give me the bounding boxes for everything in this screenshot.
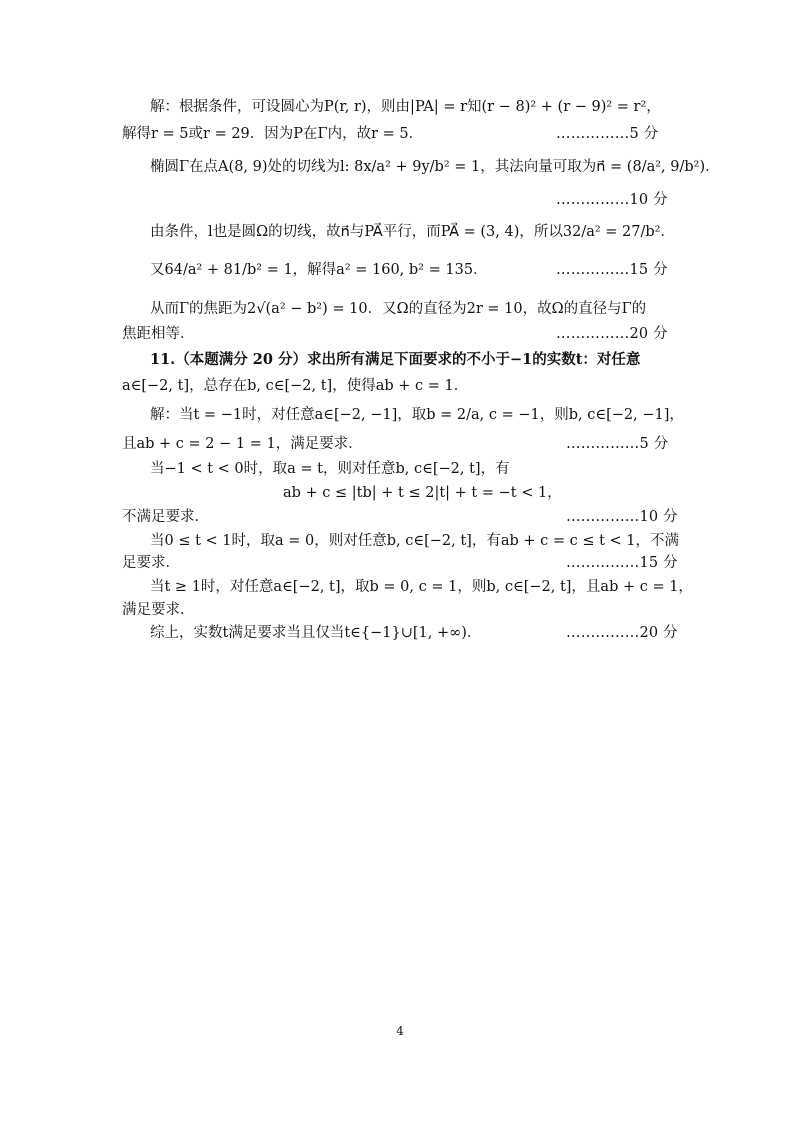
problem-11-statement: 11.（本题满分 20 分）求出所有满足下面要求的不小于−1的实数t：对任意 <box>150 351 641 368</box>
score-marker-15: ……………15 分 <box>566 555 678 571</box>
score-marker-10: ……………10 分 <box>556 192 668 208</box>
solution-line-5: 又64/a² + 81/b² = 1，解得a² = 160, b² = 135． <box>150 262 488 278</box>
problem-11-condition: a∈[−2, t]，总存在b, c∈[−2, t]，使得ab + c = 1． <box>122 378 469 394</box>
solution-11-line-5: 当0 ≤ t < 1时，取a = 0，则对任意b, c∈[−2, t]，有ab + c = c ≤ t < 1，不满 <box>150 533 680 549</box>
score-marker-5: ……………5 分 <box>566 436 669 452</box>
page-number: 4 <box>396 1024 404 1038</box>
solution-line-7: 焦距相等． <box>122 326 195 342</box>
solution-line-6: 从而Γ的焦距为2√(a² − b²) = 10．又Ω的直径为2r = 10，故Ω的直径与Γ的 <box>150 301 647 317</box>
solution-11-conclusion: 综上，实数t满足要求当且仅当t∈{−1}∪[1, +∞)． <box>150 625 482 641</box>
solution-line-3: 椭圆Γ在点A(8, 9)处的切线为l: 8x/a² + 9y/b² = 1，其法向量可取为n⃗ = (8/a², 9/b²)． <box>150 159 720 175</box>
score-marker-15: ……………15 分 <box>556 262 668 278</box>
solution-11-inequality: ab + c ≤ |tb| + t ≤ 2|t| + t = −t < 1， <box>283 485 562 501</box>
solution-line-1: 解：根据条件，可设圆心为P(r, r)，则由|PA| = r知(r − 8)² + (r − 9)² = r²， <box>150 99 661 115</box>
score-marker-20: ……………20 分 <box>566 625 678 641</box>
solution-line-4: 由条件，l也是圆Ω的切线，故n⃗与PA⃗平行，而PA⃗ = (3, 4)，所以32/a² = 27/b²． <box>150 224 675 240</box>
solution-11-line-3: 当−1 < t < 0时，取a = t，则对任意b, c∈[−2, t]，有 <box>150 461 510 477</box>
score-marker-20: ……………20 分 <box>556 326 668 342</box>
solution-line-2: 解得r = 5或r = 29．因为P在Γ内，故r = 5． <box>122 126 424 142</box>
solution-11-line-8: 满足要求． <box>122 602 195 618</box>
score-marker-10: ……………10 分 <box>566 509 678 525</box>
solution-11-line-1: 解：当t = −1时，对任意a∈[−2, −1]，取b = 2/a, c = −1，则b, c∈[−2, −1]， <box>150 407 684 423</box>
score-marker-5: ……………5 分 <box>556 126 659 142</box>
solution-11-line-6: 足要求． <box>122 555 180 571</box>
solution-11-line-4: 不满足要求． <box>122 509 209 525</box>
solution-11-line-7: 当t ≥ 1时，对任意a∈[−2, t]，取b = 0, c = 1，则b, c∈[−2, t]，且ab + c = 1， <box>150 579 693 595</box>
solution-11-line-2: 且ab + c = 2 − 1 = 1，满足要求． <box>122 436 363 452</box>
